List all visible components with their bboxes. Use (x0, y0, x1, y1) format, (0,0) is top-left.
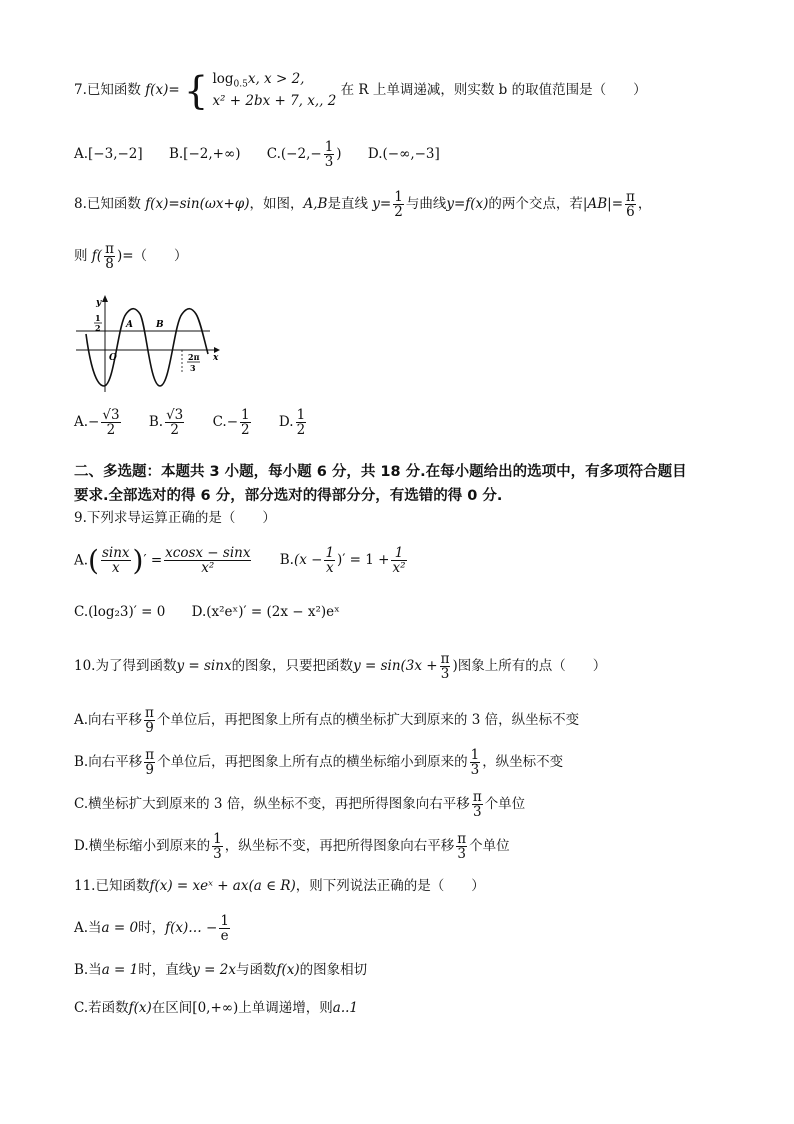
q11-option-b[interactable]: B.当a = 1时，直线y = 2x与函数f(x)的图象相切 (74, 962, 368, 978)
section-2-heading-line-1: 二、多选题：本题共 3 小题，每小题 6 分，共 18 分.在每小题给出的选项中，有多项符合题目 (74, 464, 687, 480)
q7-piece-2: x² + 2bx + 7, x,, 2 (212, 92, 337, 109)
q8-sine-graph (74, 294, 220, 392)
q8-comma: ， (637, 196, 652, 213)
sine-curve (86, 309, 208, 386)
q7-function-name: f(x)= (145, 82, 180, 99)
graph-a-label: A (126, 320, 133, 330)
question-8-options (74, 408, 330, 437)
q8-mid3: 与曲线 (405, 196, 447, 213)
graph-y-label: y (96, 298, 102, 308)
q8-mid2: 是直线 (327, 196, 368, 213)
q8-mid4: 的两个交点，若 (488, 196, 583, 213)
q8-pi6-fraction: $\frac{\pi}{6}$ (626, 189, 635, 221)
q10-option-c[interactable]: C.横坐标扩大到原来的 3 倍，纵坐标不变，再把所得图象向右平移 $\frac{\pi}{3}$ 个单位 (74, 789, 526, 821)
question-9-options-cd (74, 604, 362, 620)
q8-half-fraction: $\frac{1}{2}$ (394, 189, 403, 221)
q7-prefix: 7.已知函数 (74, 82, 141, 99)
q9-option-d[interactable]: D.(x²eˣ)′ = (2x − x²)eˣ (191, 604, 340, 620)
q7-option-c[interactable]: C.(−2,− $\frac{1}{3}$ ) (266, 139, 342, 171)
q8-abs-ab: |AB|= (582, 196, 623, 213)
q8-option-d[interactable]: D. $\frac{1}{2}$ (278, 407, 306, 439)
question-8-line-2 (74, 242, 188, 271)
q7-option-d[interactable]: D.(−∞,−3] (367, 146, 440, 163)
graph-half-den: 2 (95, 323, 101, 333)
q11-option-a[interactable]: A.当a = 0时，f(x)… − $\frac{1}{e}$ (74, 913, 229, 945)
q9-option-c[interactable]: C.(log₂3)′ = 0 (74, 604, 166, 620)
q8-line2-post: )=（ ） (116, 248, 188, 265)
q7-option-a[interactable]: A.[−3,−2] (74, 146, 143, 163)
q10-option-a[interactable]: A.向右平移 $\frac{\pi}{9}$ 个单位后，再把图象上所有点的横坐标扩大到原来的 3 倍，纵坐标不变 (74, 705, 580, 737)
graph-x-label: x (213, 353, 219, 363)
q8-option-b[interactable]: B. $\frac{√3}{2}$ (148, 407, 184, 439)
question-11-stem: 11.已知函数f(x) = xeˣ + ax(a ∈ R)，则下列说法正确的是（ ） (74, 878, 485, 894)
q7-piece-1: $\log_{0.5}x$, x > 2, (212, 71, 305, 90)
q8-prefix: 8.已知函数 (74, 196, 141, 213)
question-8-stem (74, 190, 651, 219)
q8-line2-pre: 则 (74, 248, 88, 265)
q8-function: f(x)=sin(ωx+φ) (145, 196, 250, 213)
q9-option-b[interactable]: B.(x − $\frac{1}{x}$ )′ = 1 + $\frac{1}{\text{x²}}$ (279, 545, 406, 577)
q8-y-eq: y= (372, 196, 392, 213)
graph-half-num: 1 (95, 313, 101, 323)
graph-tick-den: 3 (190, 363, 196, 373)
q8-f-open: f( (91, 248, 103, 265)
q8-option-c[interactable]: C.− $\frac{1}{2}$ (212, 407, 250, 439)
question-10-stem: 10.为了得到函数y = sinx的图象，只要把函数y = sin(3x + $\frac{\pi}{3}$ )图象上所有的点（ ） (74, 651, 607, 683)
question-7-stem (74, 70, 647, 111)
q8-mid1: ，如图， (249, 196, 304, 213)
q8-ab: A,B (303, 196, 328, 213)
q8-curve: y=f(x) (446, 196, 489, 213)
question-7-options (74, 140, 462, 169)
question-9-stem: 9.下列求导运算正确的是（ ） (74, 510, 276, 526)
y-axis-arrow-icon (102, 295, 108, 302)
q7-brace: { (183, 68, 209, 113)
q8-arg-fraction: $\frac{\pi}{8}$ (105, 241, 114, 273)
q7-piecewise (212, 70, 336, 111)
q7-option-b[interactable]: B.[−2,+∞) (168, 146, 241, 163)
q9-option-a[interactable]: A.( $\frac{\sin x}{x}$ )′ = $\frac{xcosx - \sin x}{\text{x²}}$ (74, 544, 251, 577)
section-2-heading-line-2: 要求.全部选对的得 6 分，部分选对的得部分分，有选错的得 0 分. (74, 488, 503, 504)
graph-tick-num: 2π (188, 352, 200, 362)
q10-option-d[interactable]: D.横坐标缩小到原来的 $\frac{1}{3}$ ，纵坐标不变，再把所得图象向右平移 $\frac{\pi}{3}$ 个单位 (74, 831, 510, 863)
graph-b-label: B (156, 320, 164, 330)
q8-option-a[interactable]: A.− $\frac{√3}{2}$ (74, 407, 120, 439)
q11-option-c[interactable]: C.若函数f(x)在区间[0,+∞)上单调递增，则a..1 (74, 1000, 359, 1016)
graph-origin-label: O (109, 353, 117, 363)
q10-option-b[interactable]: B.向右平移 $\frac{\pi}{9}$ 个单位后，再把图象上所有点的横坐标缩小到原来的 $\frac{1}{3}$ ，纵坐标不变 (74, 747, 564, 779)
question-9-options-ab (74, 544, 431, 578)
q7-suffix: 在 R 上单调递减，则实数 b 的取值范围是（ ） (340, 82, 647, 99)
